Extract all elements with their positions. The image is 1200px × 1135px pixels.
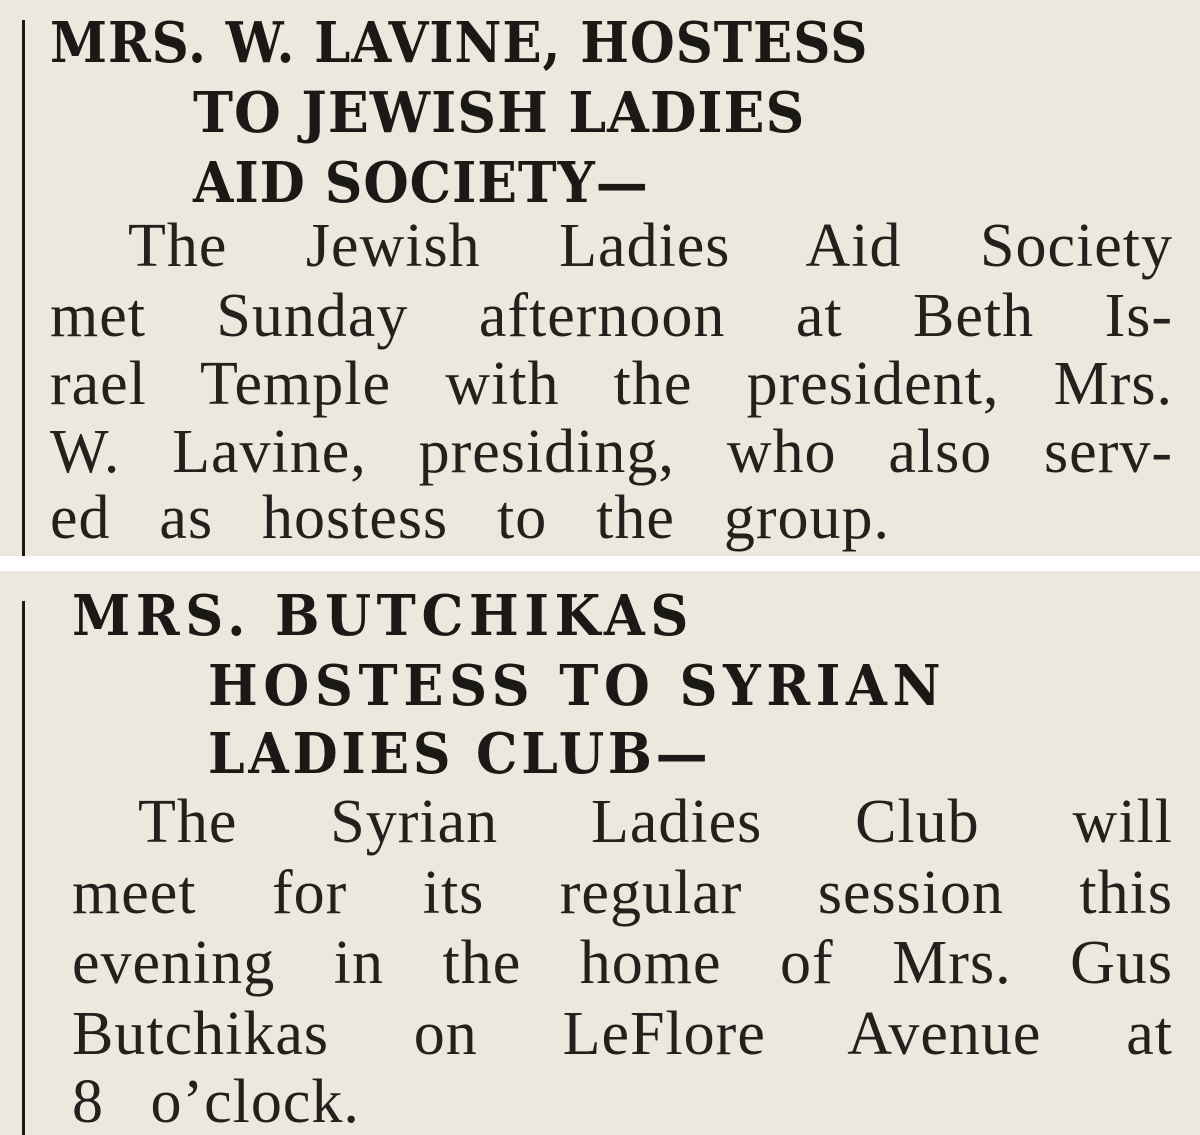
body-line-3: evening in the home of Mrs. Gus — [72, 929, 1173, 997]
body-line-5: 8 o’clock. — [72, 1068, 360, 1135]
headline-line-2: TO JEWISH LADIES — [193, 80, 806, 146]
column-rule — [22, 20, 25, 556]
headline-line-1: MRS. BUTCHIKAS — [72, 583, 695, 649]
headline-line-1: MRS. W. LAVINE, HOSTESS — [50, 10, 869, 76]
body-line-5: ed as hostess to the group. — [50, 484, 890, 552]
body-line-2: meet for its regular session this — [72, 859, 1173, 927]
news-clipping-syrian-ladies-club — [0, 571, 1200, 1135]
body-line-4: W. Lavine, presiding, who also serv- — [50, 418, 1173, 486]
body-line-3: rael Temple with the president, Mrs. — [50, 350, 1173, 418]
body-line-1: The Jewish Ladies Aid Society — [128, 212, 1173, 280]
body-line-1: The Syrian Ladies Club will — [138, 788, 1173, 856]
body-line-2: met Sunday afternoon at Beth Is- — [50, 282, 1173, 350]
body-line-4: Butchikas on LeFlore Avenue at — [72, 1000, 1173, 1068]
news-clipping-jewish-ladies-aid — [0, 0, 1200, 556]
headline-line-2: HOSTESS TO SYRIAN — [208, 653, 947, 719]
headline-line-3: AID SOCIETY— — [193, 150, 649, 216]
headline-line-3: LADIES CLUB— — [208, 721, 712, 787]
column-rule — [22, 601, 25, 1135]
